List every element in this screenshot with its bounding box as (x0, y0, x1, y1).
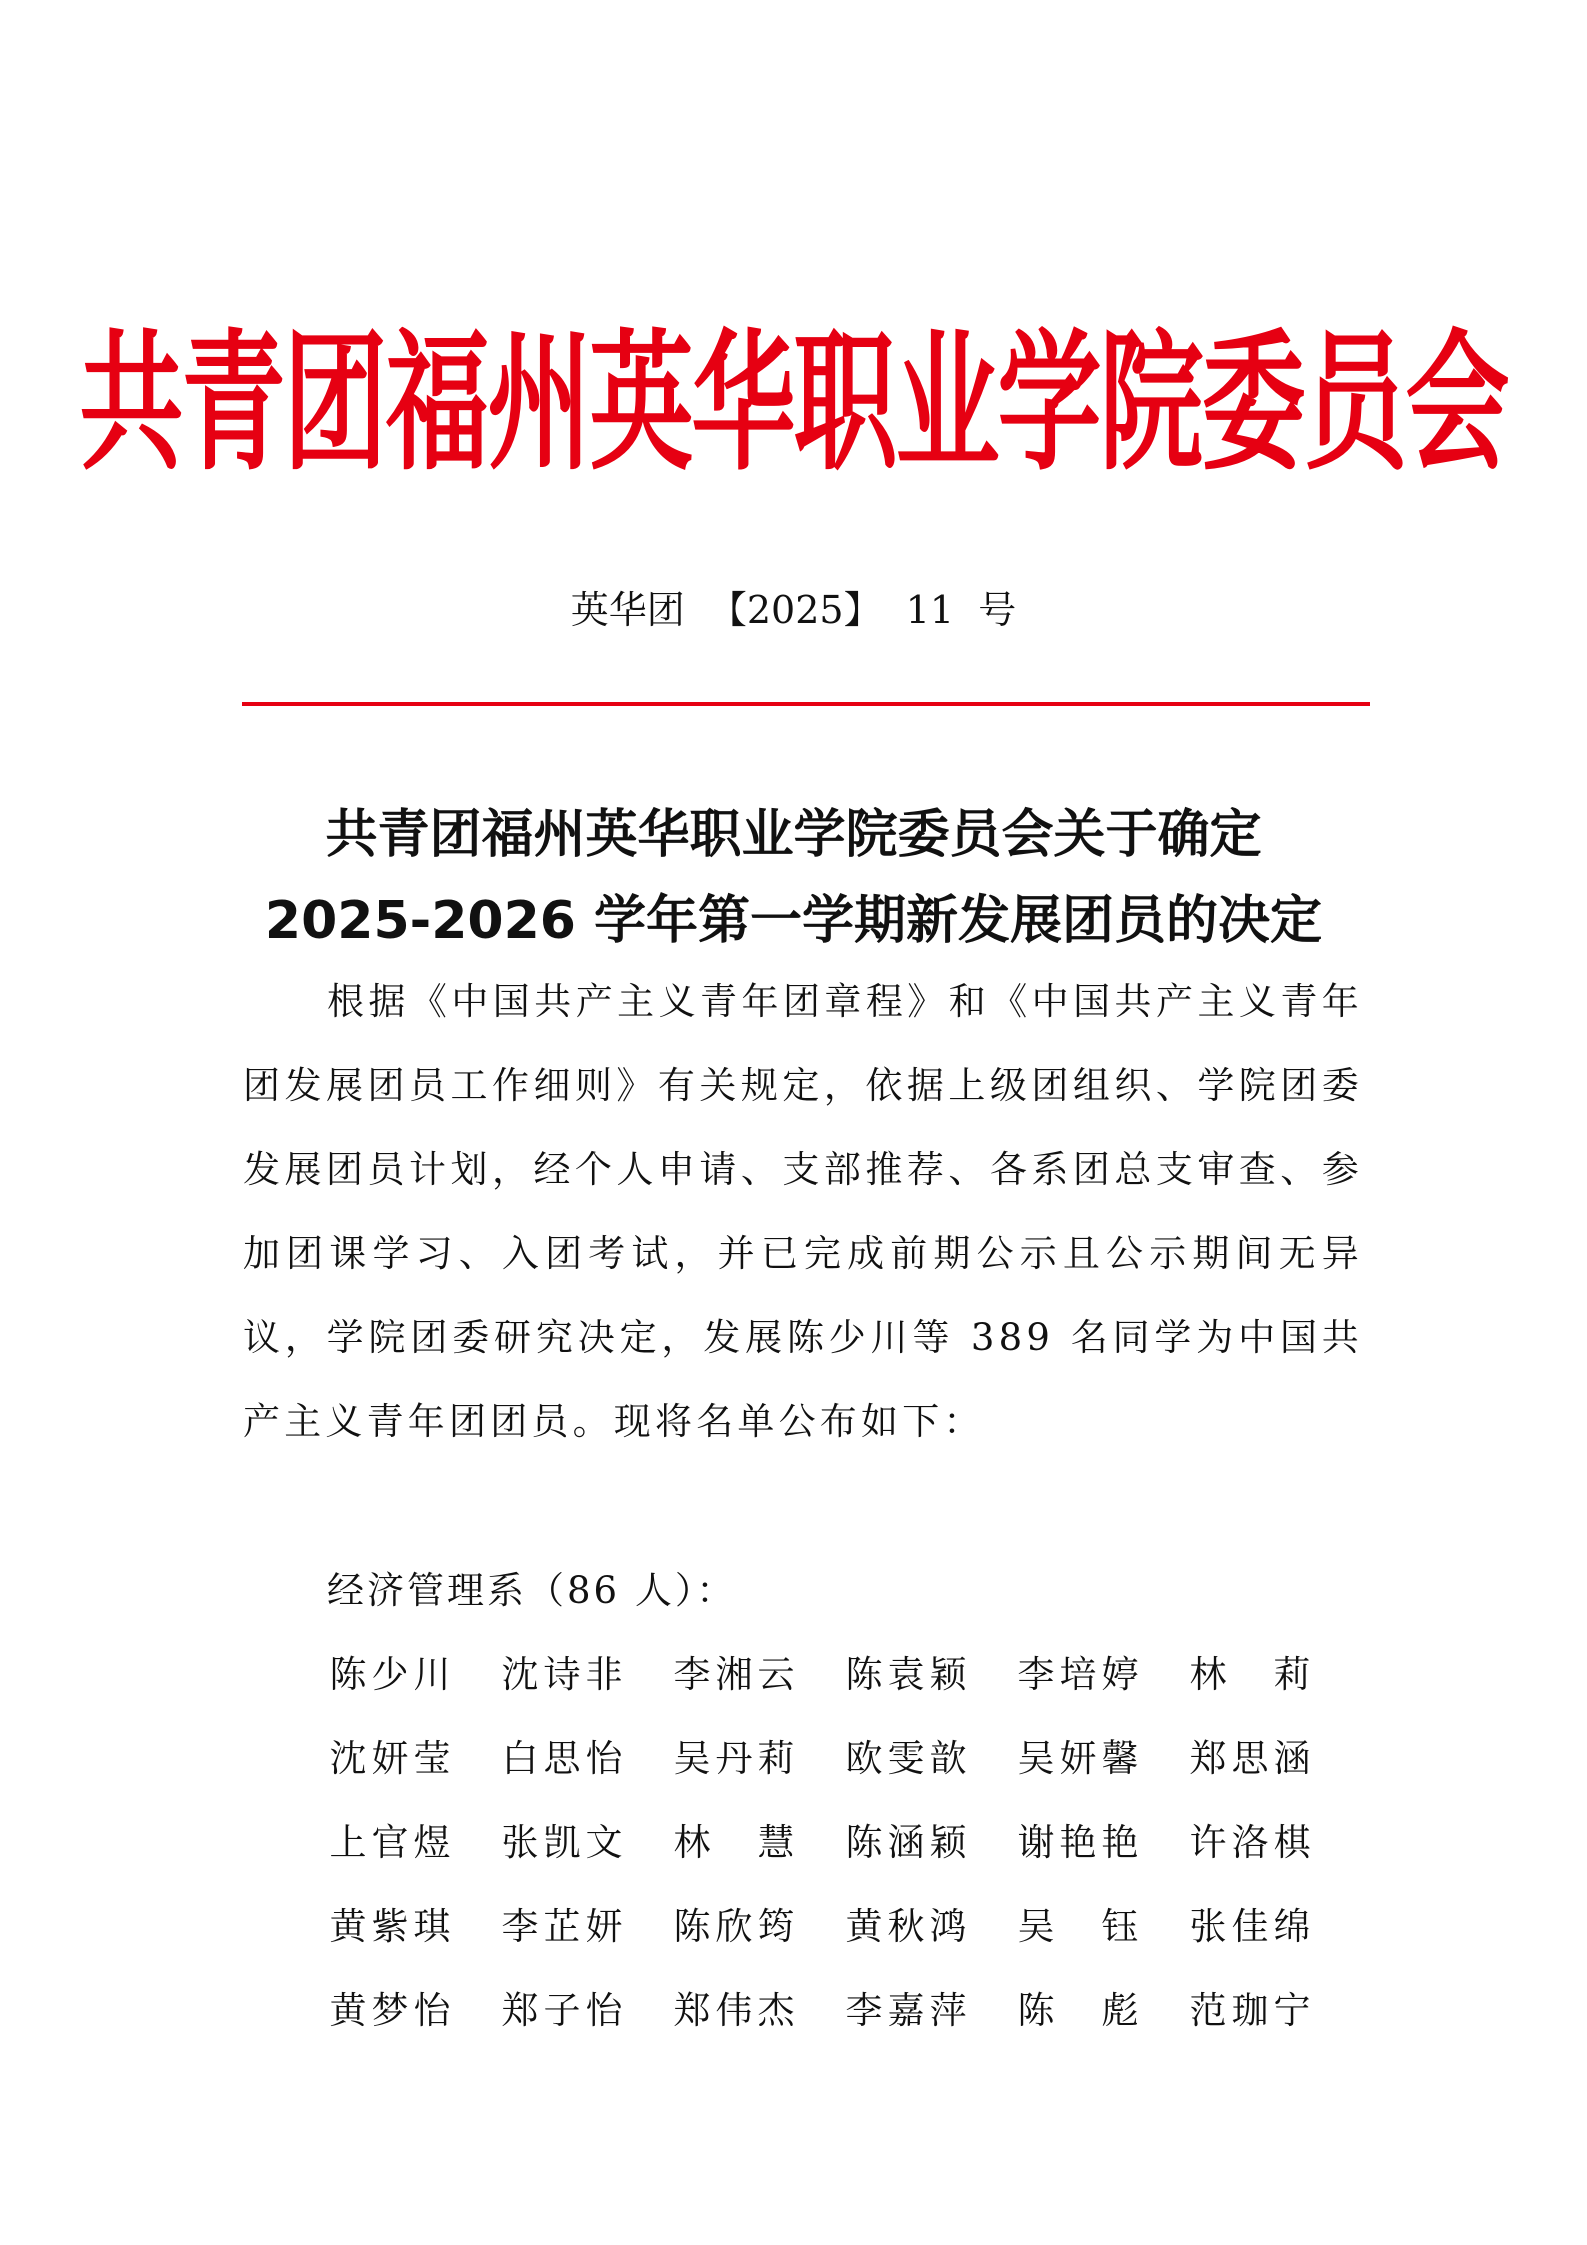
body-paragraph: 根据《中国共产主义青年团章程》和《中国共产主义青年团发展团员工作细则》有关规定，依据上级团组织、学院团委发展团员计划，经个人申请、支部推荐、各系团总支审查、参加团课学习、入团考试，并已完成前期公示且公示期间无异议，学院团委研究决定，发展陈少川等 389 名同学为中国共产主义青年团团员。现将名单公布如下： (243, 980, 1363, 1443)
letterhead-text: 共青团福州英华职业学院委员会 (79, 314, 1508, 492)
name-row (327, 1885, 1367, 1969)
title-line-1: 共青团福州英华职业学院委员会关于确定 (325, 805, 1262, 865)
member-name: 陈 袁 颖 (845, 1653, 967, 1696)
member-name-list (327, 1633, 1367, 2053)
member-name: 张 佳 绵 (1189, 1905, 1311, 1948)
member-name: 陈 欣 筠 (673, 1905, 795, 1948)
member-name: 欧 雯 歆 (845, 1737, 967, 1780)
member-name: 李 培 婷 (1017, 1653, 1139, 1696)
title-line-2: 2025-2026 学年第一学期新发展团员的决定 (264, 891, 1323, 951)
member-name: 张 凯 文 (501, 1821, 623, 1864)
red-divider-line (242, 702, 1370, 706)
member-name: 吴 妍 馨 (1017, 1737, 1139, 1780)
member-name: 郑 伟 杰 (673, 1989, 795, 2032)
document-number: 英华团 【2025】 11 号 (570, 588, 1017, 632)
name-row (327, 1717, 1367, 1801)
member-name: 陈 少 川 (329, 1653, 451, 1696)
member-name: 沈 妍 莹 (329, 1737, 451, 1780)
document-title (200, 792, 1387, 964)
member-name: 谢 艳 艳 (1017, 1821, 1139, 1864)
member-name: 沈 诗 非 (501, 1653, 623, 1696)
member-name: 吴 丹 莉 (673, 1737, 795, 1780)
member-name: 上 官 煜 (329, 1821, 451, 1864)
member-name: 白 思 怡 (501, 1737, 623, 1780)
member-name: 陈 涵 颖 (845, 1821, 967, 1864)
member-name: 林 莉 (1189, 1653, 1311, 1696)
name-row (327, 1969, 1367, 2053)
member-name: 许 洛 棋 (1189, 1821, 1311, 1864)
name-row (327, 1633, 1367, 1717)
member-name: 林 慧 (673, 1821, 795, 1864)
letterhead-org-name (0, 314, 1587, 492)
member-name: 范 珈 宁 (1189, 1989, 1311, 2032)
member-name: 李 芷 妍 (501, 1905, 623, 1948)
member-name: 吴 钰 (1017, 1905, 1139, 1948)
member-name: 郑 子 怡 (501, 1989, 623, 2032)
member-name: 黄 梦 怡 (329, 1989, 451, 2032)
member-name: 李 嘉 萍 (845, 1989, 967, 2032)
member-name: 陈 彪 (1017, 1989, 1139, 2032)
member-name: 郑 思 涵 (1189, 1737, 1311, 1780)
member-name: 黄 紫 琪 (329, 1905, 451, 1948)
member-name: 黄 秋 鸿 (845, 1905, 967, 1948)
department-heading: 经济管理系（86 人）： (327, 1569, 737, 1612)
member-name: 李 湘 云 (673, 1653, 795, 1696)
name-row (327, 1801, 1367, 1885)
